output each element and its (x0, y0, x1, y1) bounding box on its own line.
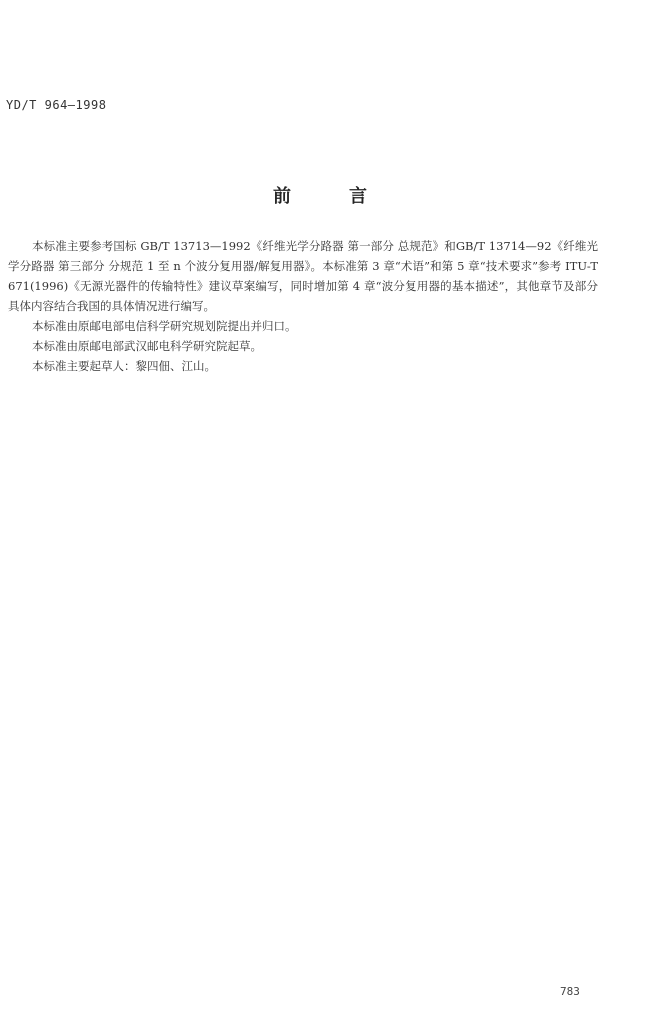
page-title: 前言 (273, 186, 425, 207)
page-number: 783 (560, 985, 580, 998)
paragraph-proposer: 本标准由原邮电部电信科学研究规划院提出并归口。 (32, 319, 297, 333)
foreword-body (8, 236, 598, 376)
paragraph-references: 本标准主要参考国标 GB/T 13713—1992《纤维光学分路器 第一部分 总规范》和GB/T 13714—92《纤维光学分路器 第三部分 分规范 1 至 n 个波分复用器/解复用器》。本标准第 3 章“术语”和第 5 章“技术要求”参考 ITU-T 671(1996)《无源光器件的传输特性》建议草案编写，同时增加第 4 章“波分复用器的基本描述”，其他章节及部分具体内容结合我国的具体情况进行编写。 (8, 239, 598, 313)
document-code: YD/T 964—1998 (6, 98, 107, 112)
paragraph-drafter: 本标准由原邮电部武汉邮电科学研究院起草。 (32, 339, 262, 353)
paragraph-authors: 本标准主要起草人：黎四佃、江山。 (32, 359, 216, 373)
